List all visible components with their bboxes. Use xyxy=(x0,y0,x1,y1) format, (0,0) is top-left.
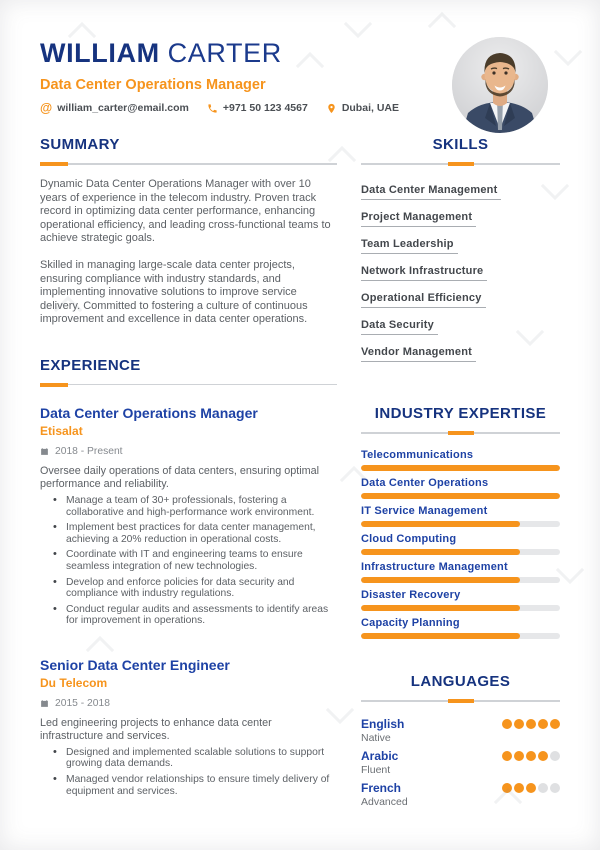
industry-expertise-label: Capacity Planning xyxy=(361,617,460,629)
job-company: Etisalat xyxy=(40,423,83,438)
job-title: Data Center Operations Manager xyxy=(40,404,258,421)
industry-expertise-list xyxy=(361,449,560,639)
skill-bar-track xyxy=(361,633,560,639)
skill-bar-fill xyxy=(361,633,520,639)
rating-dot-filled xyxy=(526,783,536,793)
location-value: Dubai, UAE xyxy=(341,102,399,115)
job-bullet: • Implement best practices for data center management, achieving a 20% reduction in operational costs. xyxy=(40,522,337,545)
skill-item: Operational Efficiency xyxy=(361,292,486,308)
skills-list xyxy=(361,180,560,369)
rating-dot-filled xyxy=(502,783,512,793)
rating-dot-filled xyxy=(526,751,536,761)
divider-accent xyxy=(448,699,474,703)
divider-line xyxy=(40,163,337,165)
job-company: Du Telecom xyxy=(40,675,108,690)
phone-icon xyxy=(207,103,218,114)
language-info xyxy=(361,717,404,744)
skill-item: Project Management xyxy=(361,211,476,227)
rating-dot-filled xyxy=(514,783,524,793)
section-divider xyxy=(40,162,337,166)
language-row xyxy=(361,749,560,776)
skill-item: Vendor Management xyxy=(361,346,476,362)
header xyxy=(0,0,600,115)
language-info xyxy=(361,749,398,776)
skill-item: Network Infrastructure xyxy=(361,265,487,281)
rating-dot-empty xyxy=(538,783,548,793)
job-title: Senior Data Center Engineer xyxy=(40,656,230,673)
divider-line xyxy=(40,384,337,386)
skill-bar-fill xyxy=(361,521,520,527)
industry-expertise-item xyxy=(361,505,560,527)
job-bullet-list xyxy=(40,747,337,797)
language-row xyxy=(361,717,560,744)
rating-dot-filled xyxy=(514,719,524,729)
email-icon: @ xyxy=(40,101,53,115)
skills-heading: SKILLS xyxy=(432,136,489,153)
profile-photo xyxy=(452,37,548,133)
divider-accent xyxy=(448,162,474,166)
calendar-icon xyxy=(40,447,49,456)
rating-dot-filled xyxy=(550,719,560,729)
rating-dot-filled xyxy=(538,719,548,729)
language-level: Native xyxy=(361,732,391,744)
email-value: william_carter@email.com xyxy=(57,102,189,115)
phone-value: +971 50 123 4567 xyxy=(222,102,308,115)
job-entry xyxy=(40,405,337,627)
job-period-row xyxy=(40,446,337,457)
section-divider xyxy=(40,383,337,387)
job-entry xyxy=(40,657,337,797)
languages-heading: LANGUAGES xyxy=(410,673,511,690)
industry-expertise-item xyxy=(361,477,560,499)
skill-bar-track xyxy=(361,521,560,527)
contact-phone xyxy=(207,102,308,114)
summary-heading: SUMMARY xyxy=(40,136,120,153)
skill-bar-track xyxy=(361,465,560,471)
language-rating-dots xyxy=(502,781,560,793)
industry-expertise-label: Data Center Operations xyxy=(361,477,489,489)
language-rating-dots xyxy=(502,717,560,729)
job-bullet-list xyxy=(40,495,337,627)
industry-expertise-item xyxy=(361,589,560,611)
calendar-icon xyxy=(40,699,49,708)
contact-location xyxy=(326,102,399,114)
skill-bar-fill xyxy=(361,493,560,499)
job-description: Led engineering projects to enhance data center infrastructure and services. xyxy=(40,716,272,742)
job-period: 2015 - 2018 xyxy=(55,697,110,709)
language-info xyxy=(361,781,408,808)
industry-expertise-label: IT Service Management xyxy=(361,505,488,517)
section-divider xyxy=(361,431,560,435)
summary-paragraph: Dynamic Data Center Operations Manager with over 10 years of experience in the telecom industry. Proven track record in optimizing data center performance, enhancing operational efficiency, and leading cross-functional teams to achieve strategic goals. xyxy=(40,178,331,245)
job-bullet: • Manage a team of 30+ professionals, fostering a collaborative and high-performance work environment. xyxy=(40,495,337,518)
skill-item: Data Center Management xyxy=(361,184,501,200)
rating-dot-filled xyxy=(502,751,512,761)
skill-bar-track xyxy=(361,577,560,583)
languages-list xyxy=(361,717,560,808)
section-industry-expertise xyxy=(361,405,560,639)
job-bullet: • Coordinate with IT and engineering teams to ensure seamless integration of new technologies. xyxy=(40,549,337,572)
job-bullet: • Conduct regular audits and assessments to identify areas for improvement in operations. xyxy=(40,604,337,627)
first-name: WILLIAM xyxy=(40,38,160,68)
rating-dot-empty xyxy=(550,783,560,793)
rating-dot-filled xyxy=(538,751,548,761)
last-name: CARTER xyxy=(167,38,282,68)
language-level: Fluent xyxy=(361,764,391,776)
language-row xyxy=(361,781,560,808)
skill-bar-fill xyxy=(361,465,560,471)
summary-paragraph: Skilled in managing large-scale data center projects, ensuring compliance with industry standards, and implementing innovative solutions to improve service delivery. Committed to fostering a culture of continuous improvement and excellence in data center operations. xyxy=(40,258,308,326)
headline-job-title: Data Center Operations Manager xyxy=(40,77,266,93)
skill-bar-fill xyxy=(361,605,520,611)
industry-expertise-item xyxy=(361,561,560,583)
job-period-row xyxy=(40,698,337,709)
industry-expertise-item xyxy=(361,449,560,471)
experience-heading: EXPERIENCE xyxy=(40,356,141,374)
section-languages xyxy=(361,673,560,808)
job-period: 2018 - Present xyxy=(55,445,123,457)
section-divider xyxy=(361,699,560,703)
industry-expertise-label: Disaster Recovery xyxy=(361,589,461,601)
skill-bar-fill xyxy=(361,549,520,555)
section-experience xyxy=(40,357,337,797)
rating-dot-filled xyxy=(526,719,536,729)
divider-accent xyxy=(40,162,68,166)
language-name: French xyxy=(361,781,402,795)
industry-expertise-label: Telecommunications xyxy=(361,449,474,461)
rating-dot-filled xyxy=(514,751,524,761)
section-divider xyxy=(361,162,560,166)
left-column xyxy=(40,136,337,813)
location-pin-icon xyxy=(326,103,337,114)
section-summary xyxy=(40,136,337,327)
language-level: Advanced xyxy=(361,796,408,808)
right-column xyxy=(361,136,560,813)
job-bullet: • Designed and implemented scalable solutions to support growing data demands. xyxy=(40,747,337,770)
industry-expertise-item xyxy=(361,617,560,639)
content-columns xyxy=(0,136,600,813)
profile-photo-avatar xyxy=(452,37,548,133)
rating-dot-empty xyxy=(550,751,560,761)
job-bullet: • Develop and enforce policies for data security and compliance with industry regulations. xyxy=(40,577,337,600)
language-name: Arabic xyxy=(361,749,399,763)
section-skills xyxy=(361,136,560,369)
divider-accent xyxy=(40,383,68,387)
industry-expertise-item xyxy=(361,533,560,555)
divider-accent xyxy=(448,431,474,435)
skill-bar-fill xyxy=(361,577,520,583)
skill-bar-track xyxy=(361,549,560,555)
skill-item: Data Security xyxy=(361,319,438,335)
industry-expertise-heading: INDUSTRY EXPERTISE xyxy=(374,405,547,422)
contact-email xyxy=(40,102,189,115)
industry-expertise-label: Infrastructure Management xyxy=(361,561,508,573)
skill-bar-track xyxy=(361,605,560,611)
language-rating-dots xyxy=(502,749,560,761)
language-name: English xyxy=(361,717,405,731)
skill-item: Team Leadership xyxy=(361,238,458,254)
industry-expertise-label: Cloud Computing xyxy=(361,533,457,545)
rating-dot-filled xyxy=(502,719,512,729)
skill-bar-track xyxy=(361,493,560,499)
job-bullet: • Managed vendor relationships to ensure timely delivery of equipment and services. xyxy=(40,774,337,797)
job-description: Oversee daily operations of data centers, ensuring optimal performance and reliability. xyxy=(40,464,320,490)
